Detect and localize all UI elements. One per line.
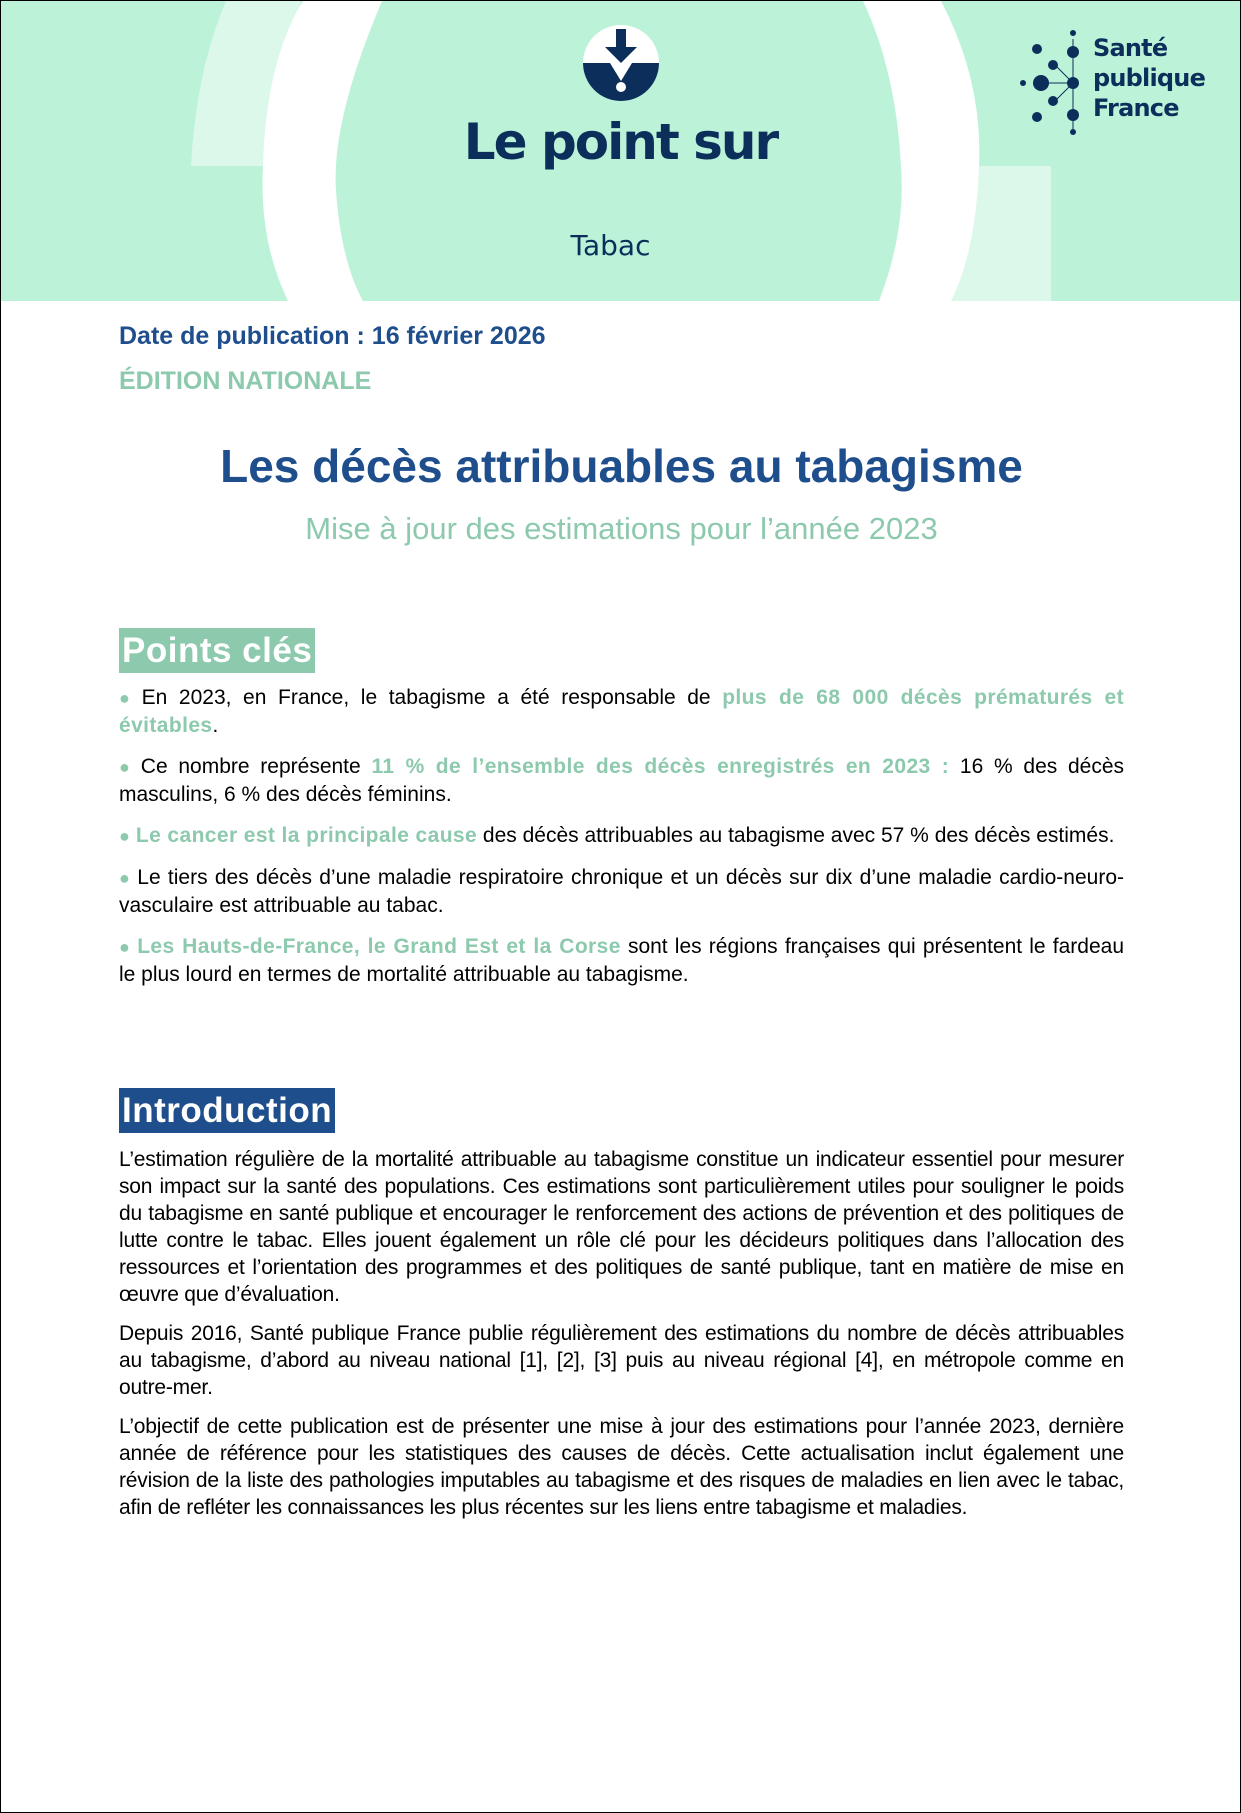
- key-point-highlight: Les Hauts-de-France, le Grand Est et la Corse: [137, 935, 621, 958]
- introduction-heading: Introduction: [119, 1088, 335, 1133]
- key-point-item: [119, 933, 1124, 988]
- bullet-dot-icon: ●: [119, 868, 132, 888]
- bullet-dot-icon: ●: [119, 757, 135, 777]
- bullet-dot-icon: ●: [119, 688, 136, 708]
- key-point-item: [119, 753, 1124, 808]
- key-points-list: [119, 684, 1124, 1002]
- key-point-text: 16 % des décès masculins, 6 % des décès féminins.: [119, 755, 1125, 806]
- bullet-dot-icon: ●: [119, 826, 130, 846]
- key-point-text: sont les régions françaises qui présentent le fardeau le plus lourd en termes de mortalité attribuable au tabagisme.: [119, 935, 1124, 986]
- key-points-heading: Points clés: [119, 628, 315, 673]
- key-point-item: [119, 684, 1124, 739]
- topic-label: Tabac: [570, 229, 651, 262]
- key-point-text: Le tiers des décès d’une maladie respiratoire chronique et un décès sur dix d’une maladie cardio-neuro-vasculaire est attribuable au tabac.: [119, 866, 1124, 917]
- network-dots-icon: [1011, 27, 1091, 137]
- key-point-highlight: 11 % de l’ensemble des décès enregistrés en 2023 :: [371, 755, 950, 778]
- introduction-paragraph: Depuis 2016, Santé publique France publie régulièrement des estimations du nombre de décès attribuables au tabagisme, d’abord au niveau national [1], [2], [3] puis au niveau régional [4], en métropole comme en outre-mer.: [119, 1322, 1124, 1399]
- le-point-sur-logo-icon: [581, 23, 661, 103]
- key-point-item: [119, 864, 1124, 919]
- publisher-name-line: France: [1093, 94, 1179, 122]
- brand-title: Le point sur: [463, 113, 778, 171]
- key-point-text: .: [212, 714, 219, 737]
- key-point-text: des décès attribuables au tabagisme avec 57 % des décès estimés.: [477, 824, 1115, 847]
- bullet-dot-icon: ●: [119, 937, 132, 957]
- publisher-name-line: publique: [1093, 64, 1206, 92]
- key-point-highlight: plus de 68 000 décès prématurés et évitables: [119, 686, 1125, 737]
- key-point-text: Ce nombre représente: [140, 755, 372, 778]
- introduction-body: [119, 1146, 1124, 1533]
- introduction-paragraph: L’estimation régulière de la mortalité attribuable au tabagisme constitue un indicateur essentiel pour mesurer son impact sur la santé des populations. Ces estimations sont particulièrement utiles pour souligner le poids du tabagisme en santé publique et encourager le renforcement des actions de prévention et des politiques de lutte contre le tabac. Elles jouent également un rôle clé pour les décideurs politiques dans l’allocation des ressources et l’orientation des programmes et des politiques de santé publique, tant en matière de mise en œuvre que d’évaluation.: [119, 1148, 1124, 1306]
- edition-label: ÉDITION NATIONALE: [119, 367, 372, 395]
- publication-date: Date de publication : 16 février 2026: [119, 322, 546, 350]
- key-point-highlight: Le cancer est la principale cause: [135, 824, 478, 847]
- header-banner: [1, 1, 1240, 301]
- sante-publique-france-logo: [1011, 27, 1211, 137]
- publisher-name-line: Santé: [1093, 34, 1168, 62]
- publisher-name: [1093, 33, 1205, 123]
- document-title: Les décès attribuables au tabagisme: [220, 440, 1023, 492]
- key-point-text: En 2023, en France, le tabagisme a été responsable de: [141, 686, 723, 709]
- key-point-item: [119, 822, 1124, 850]
- document-subtitle: Mise à jour des estimations pour l’année 2023: [305, 511, 938, 546]
- introduction-paragraph: L’objectif de cette publication est de présenter une mise à jour des estimations pour l’année 2023, dernière année de référence pour les statistiques des causes de décès. Cette actualisation inclut également une révision de la liste des pathologies imputables au tabagisme et des risques de maladies en lien avec le tabac, afin de refléter les connaissances les plus récentes sur les liens entre tabagisme et maladies.: [119, 1415, 1124, 1519]
